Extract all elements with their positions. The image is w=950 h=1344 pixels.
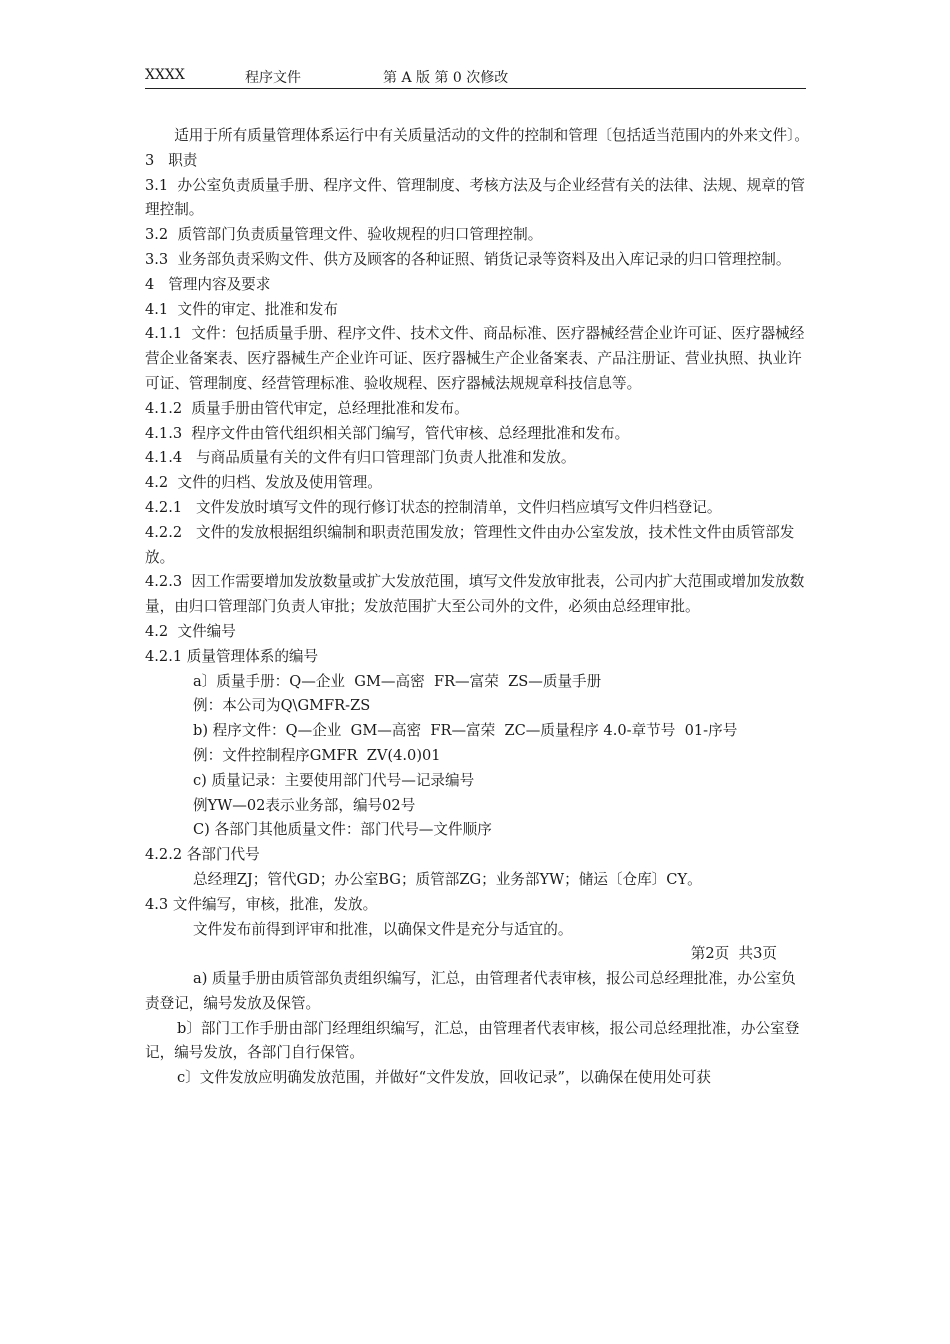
example-line: 例：本公司为Q\GMFR-ZS [193,697,371,715]
paragraph: 4.2.3 因工作需要增加发放数量或扩大发放范围，填写文件发放审批表，公司内扩大范围或增加发放数量，由归口管理部门负责人审批；发放范围扩大至公司外的文件，必须由总经理审批。 [145,573,805,616]
example-line: 例YW—02表示业务部，编号02号 [193,796,416,814]
paragraph: 3.3 业务部负责采购文件、供方及顾客的各种证照、销货记录等资料及出入库记录的归口管理控制。 [145,250,791,268]
department-codes: 总经理ZJ；管代GD；办公室BG；质管部ZG；业务部YW；储运〔仓库〕CY。 [193,870,702,888]
paragraph: 4.2.1 文件发放时填写文件的现行修订状态的控制清单，文件归档应填写文件归档登记。 [145,498,722,516]
subsection-heading: 4.2.2 各部门代号 [145,846,260,864]
paragraph: 4.1.3 程序文件由管代组织相关部门编写，管代审核、总经理批准和发布。 [145,424,630,442]
subsection-heading: 4.2 文件的归档、发放及使用管理。 [145,474,382,492]
document-body [145,124,810,1091]
paragraph: 4.2.2 文件的发放根据组织编制和职责范围发放；管理性文件由办公室发放，技术性文件由质管部发放。 [145,523,795,566]
list-item: a) 质量手册由质管部负责组织编写，汇总，由管理者代表审核，报公司总经理批准，办公室负责登记，编号发放及保管。 [145,970,796,1012]
section-heading: 3 职责 [145,151,198,169]
paragraph: 3.2 质管部门负责质量管理文件、验收规程的归口管理控制。 [145,226,543,244]
subsection-heading: 4.2.1 质量管理体系的编号 [145,647,319,665]
paragraph: 文件发布前得到评审和批准，以确保文件是充分与适宜的。 [193,920,573,938]
doc-code: XXXX [145,67,185,83]
list-item: c〕文件发放应明确发放范围，并做好“文件发放，回收记录”，以确保在使用处可获 [177,1069,711,1087]
page-number: 第2页 共3页 [690,945,777,963]
doc-type: 程序文件 [245,70,301,86]
list-item: b) 程序文件：Q—企业 GM—高密 FR—富荣 ZC—质量程序 4.0-章节号 01-序号 [193,722,738,740]
paragraph: 4.1.4 与商品质量有关的文件有归口管理部门负责人批准和发放。 [145,449,576,467]
page-header [145,66,806,89]
paragraph: 3.1 办公室负责质量手册、程序文件、管理制度、考核方法及与企业经营有关的法律、法规、规章的管理控制。 [145,176,806,219]
section-heading: 4 管理内容及要求 [145,275,271,293]
list-item: a〕质量手册：Q—企业 GM—高密 FR—富荣 ZS—质量手册 [193,672,602,690]
subsection-heading: 4.1 文件的审定、批准和发布 [145,300,339,318]
list-item: C) 各部门其他质量文件：部门代号—文件顺序 [193,821,492,839]
scope-paragraph: 适用于所有质量管理体系运行中有关质量活动的文件的控制和管理〔包括适当范围内的外来文件〕。 [174,127,810,144]
subsection-heading: 4.3 文件编写，审核，批准，发放。 [145,895,378,913]
subsection-heading: 4.2 文件编号 [145,622,236,640]
list-item: b〕部门工作手册由部门经理组织编写，汇总，由管理者代表审核，报公司总经理批准，办公室登记，编号发放，各部门自行保管。 [145,1019,800,1062]
doc-version: 第 A 版 第 0 次修改 [383,70,509,86]
paragraph: 4.1.2 质量手册由管代审定，总经理批准和发布。 [145,399,469,417]
paragraph: 4.1.1 文件：包括质量手册、程序文件、技术文件、商品标准、医疗器械经营企业许可证、医疗器械经营企业备案表、医疗器械生产企业许可证、医疗器械生产企业备案表、产品注册证、营业执照、执业许可证、管理制度、经营管理标准、验收规程、医疗器械法规规章科技信息等。 [145,325,805,392]
example-line: 例：文件控制程序GMFR ZV(4.0)01 [193,746,441,764]
list-item: c) 质量记录：主要使用部门代号—记录编号 [193,771,475,789]
